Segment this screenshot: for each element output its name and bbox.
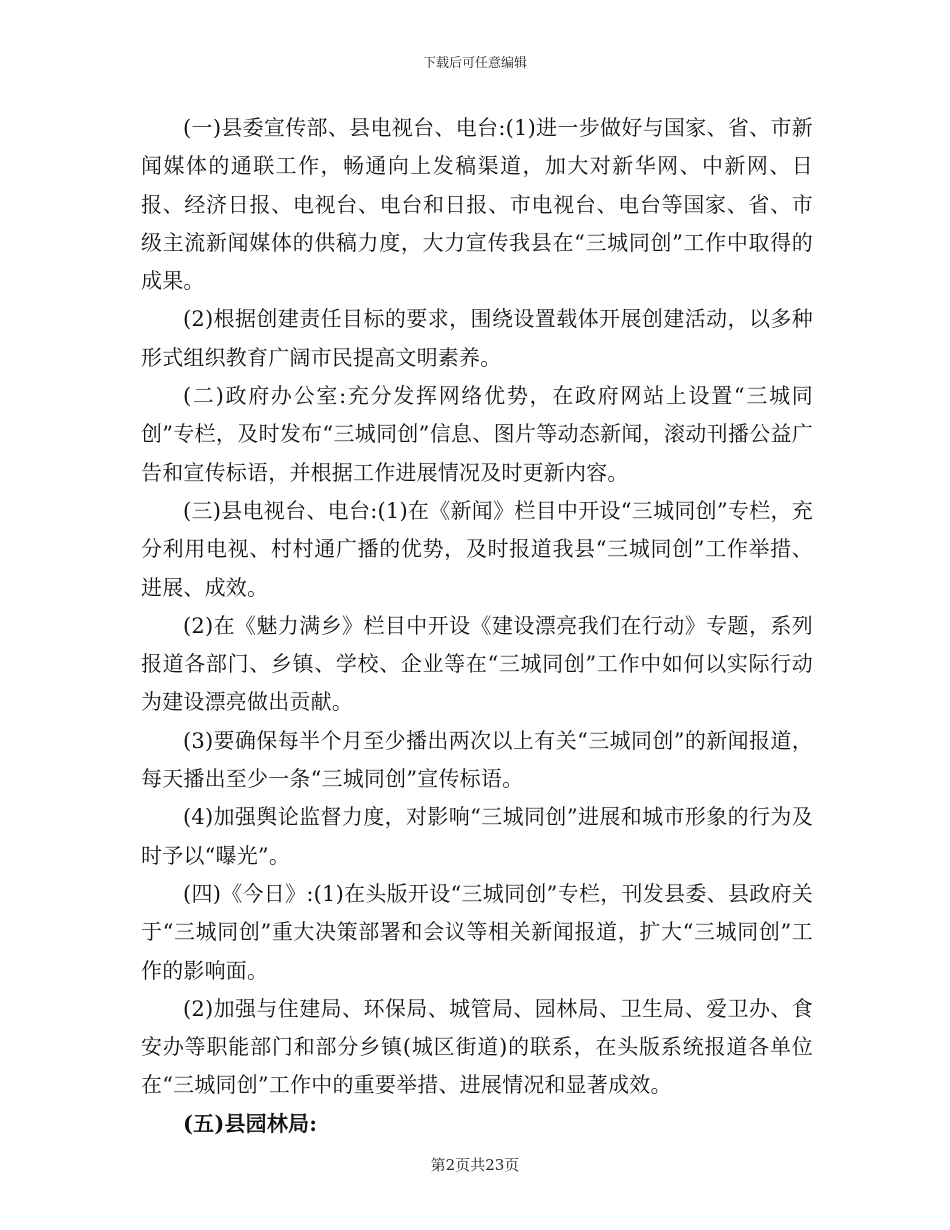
paragraph-item-2a: (2)根据创建责任目标的要求，围绕设置载体开展创建活动，以多种形式组织教育广阔市民提高文明素养。 [141,307,813,370]
page-number: 第2页共23页 [430,1156,520,1174]
paragraph-item-2c: (2)加强与住建局、环保局、城管局、园林局、卫生局、爱卫办、食安办等职能部门和部分乡镇(城区街道)的联系，在头版系统报道各单位在“三城同创”工作中的重要举措、进展情况和显著成效。 [141,996,813,1098]
document-body [141,109,813,1143]
paragraph-item-2b: (2)在《魅力满乡》栏目中开设《建设漂亮我们在行动》专题，系列报道各部门、乡镇、学校、企业等在“三城同创”工作中如何以实际行动为建设漂亮做出贡献。 [141,613,813,715]
page-header: 下载后可任意编辑 [422,56,527,71]
paragraph-item-4: (4)加强舆论监督力度，对影响“三城同创”进展和城市形象的行为及时予以“曝光”。 [141,805,813,868]
paragraph-propaganda-dept: (一)县委宣传部、县电视台、电台:(1)进一步做好与国家、省、市新闻媒体的通联工作，畅通向上发稿渠道，加大对新华网、中新网、日报、经济日报、电视台、电台和日报、市电视台、电台等国家、省、市级主流新闻媒体的供稿力度，大力宣传我县在“三城同创”工作中取得的成果。 [141,116,813,294]
paragraph-government-office: (二)政府办公室:充分发挥网络优势，在政府网站上设置“三城同创”专栏，及时发布“三城同创”信息、图片等动态新闻，滚动刊播公益广告和宣传标语，并根据工作进展情况及时更新内容。 [141,384,813,485]
paragraph-tv-radio: (三)县电视台、电台:(1)在《新闻》栏目中开设“三城同创”专栏，充分利用电视、村村通广播的优势，及时报道我县“三城同创”工作举措、进展、成效。 [141,498,813,600]
section-heading-garden-bureau: (五)县园林局: [183,1110,318,1136]
paragraph-item-3: (3)要确保每半个月至少播出两次以上有关“三城同创”的新闻报道，每天播出至少一条“三城同创”宣传标语。 [141,728,813,792]
paragraph-today-paper: (四)《今日》:(1)在头版开设“三城同创”专栏，刊发县委、县政府关于“三城同创”重大决策部署和会议等相关新闻报道，扩大“三城同创”工作的影响面。 [141,881,813,983]
